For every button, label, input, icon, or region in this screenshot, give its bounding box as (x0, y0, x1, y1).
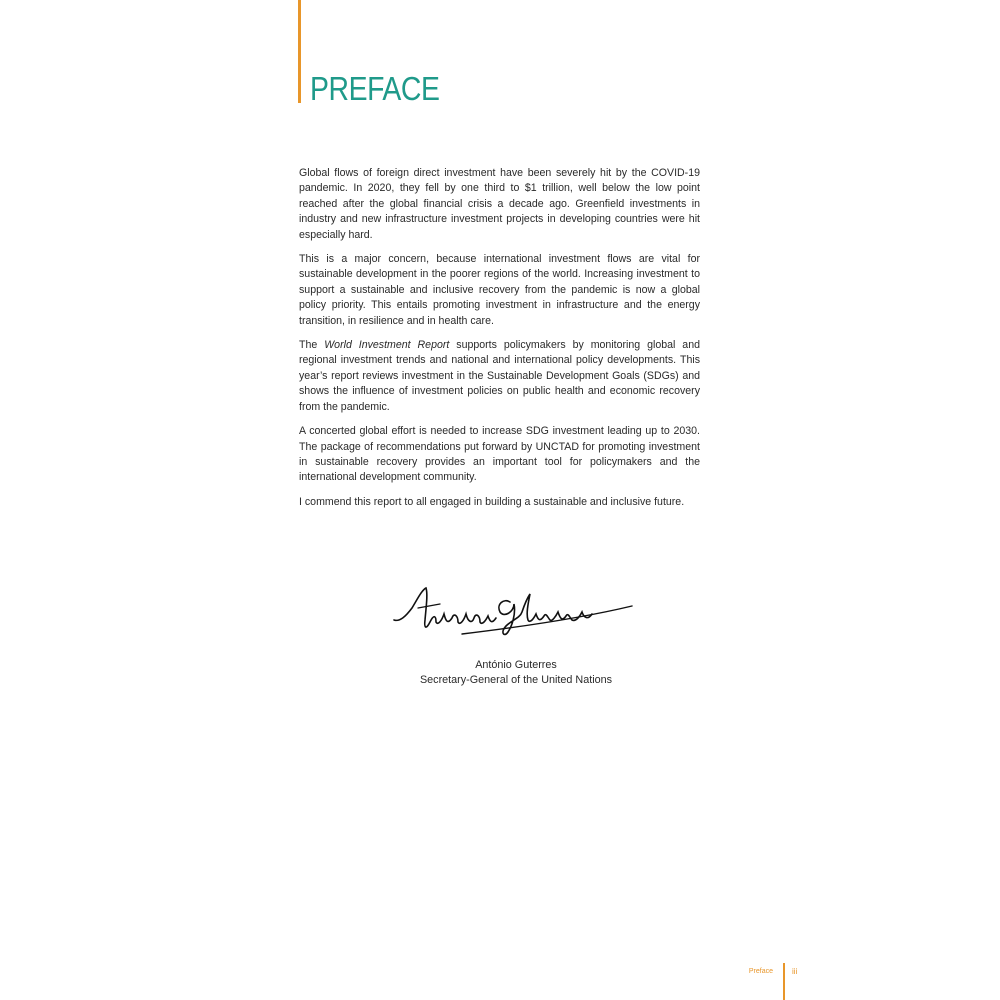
footer-section-label: Preface (748, 968, 773, 975)
signatory-title: Secretary-General of the United Nations (419, 674, 613, 686)
title-accent-bar (298, 0, 301, 103)
paragraph-5: I commend this report to all engaged in building a sustainable and inclusive future. (299, 495, 685, 508)
report-title-italic: World Investment Report (324, 339, 450, 352)
preface-body (299, 166, 700, 519)
handwritten-signature (392, 582, 637, 642)
paragraph-4: A concerted global effort is needed to increase SDG investment leading up to 2030. The package of recommendations put forward by UNCTAD for promoting investment in sustainable recovery provides an important tool for policymakers and the international development community. (299, 425, 700, 484)
signatory-block (410, 658, 622, 688)
paragraph-3-rest: supports policymakers by monitoring global and regional investment trends and national and international policy developments. This year’s report reviews investment in the Sustainable Development Goals (SDGs) and shows the influence of investment policies on public health and economic recovery from the pandemic. (299, 339, 700, 413)
signatory-name: António Guterres (475, 659, 557, 671)
paragraph-3-prefix: The (299, 339, 325, 352)
paragraph-1: Global flows of foreign direct investment have been severely hit by the COVID-19 pandemic. In 2020, they fell by one third to $1 trillion, well below the low point reached after the global financial crisis a decade ago. Greenfield investments in industry and new infrastructure investment projects in developing countries were hit especially hard. (299, 167, 700, 241)
paragraph-3 (299, 338, 700, 415)
page-title: PREFACE (310, 70, 440, 107)
paragraph-2: This is a major concern, because international investment flows are vital for sustainable development in the poorer regions of the world. Increasing investment to support a sustainable and inclusive recovery from the pandemic is now a global policy priority. This entails promoting investment in infrastructure and the energy transition, in resilience and in health care. (299, 253, 700, 327)
footer-divider (783, 963, 785, 1000)
footer-page-number: iii (792, 967, 798, 976)
